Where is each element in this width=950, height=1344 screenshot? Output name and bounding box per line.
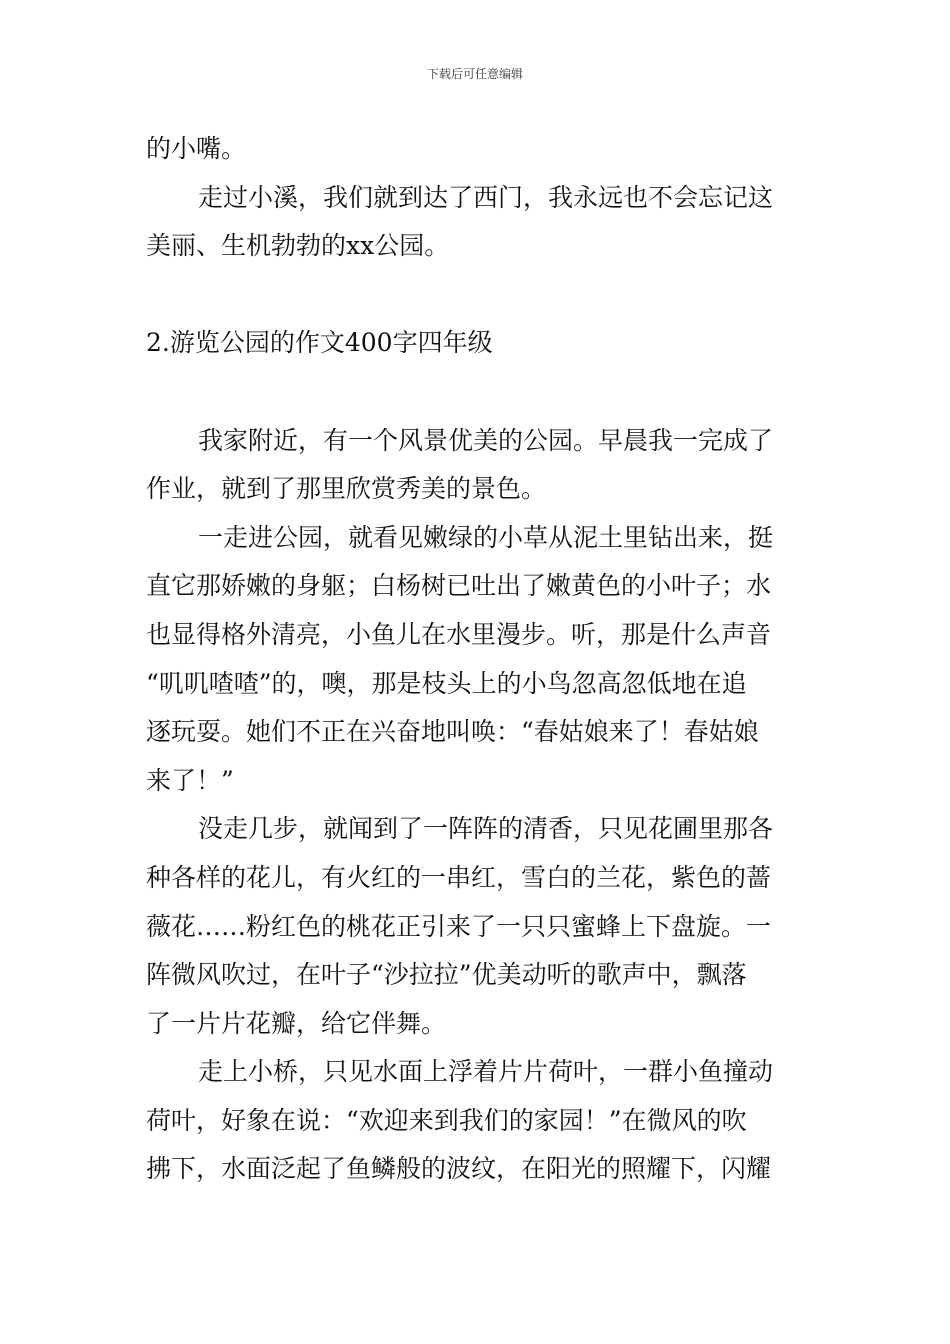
text-line: 薇花……粉红色的桃花正引来了一只只蜜蜂上下盘旋。一: [146, 911, 772, 941]
text-line: 逐玩耍。她们不正在兴奋地叫唤：“春姑娘来了！春姑娘: [146, 717, 759, 747]
text-line: 种各样的花儿，有火红的一串红，雪白的兰花，紫色的蔷: [146, 862, 772, 892]
text-line: 也显得格外清亮，小鱼儿在水里漫步。听，那是什么声音: [146, 619, 772, 649]
text-line: 一走进公园，就看见嫩绿的小草从泥土里钻出来，挺: [198, 522, 774, 552]
blank-line: [146, 271, 806, 320]
page-header: 下载后可任意编辑: [426, 67, 523, 81]
text-line: 拂下，水面泛起了鱼鳞般的波纹，在阳光的照耀下，闪耀: [146, 1154, 772, 1184]
text-line: “叽叽喳喳”的，噢，那是枝头上的小鸟忽高忽低地在追: [146, 668, 747, 698]
blank-line: [146, 368, 806, 417]
text-line: 荷叶，好象在说：“欢迎来到我们的家园！”在微风的吹: [146, 1105, 747, 1135]
text-line: 美丽、生机勃勃的xx公园。: [146, 231, 450, 261]
text-line: 的小嘴。: [146, 134, 247, 163]
text-line: 走上小桥，只见水面上浮着片片荷叶，一群小鱼撞动: [198, 1057, 774, 1087]
text-line: 来了！”: [146, 765, 234, 795]
text-line: 作业，就到了那里欣赏秀美的景色。: [146, 474, 547, 504]
text-line: 了一片片花瓣，给它伴舞。: [146, 1008, 447, 1038]
section-heading: 2.游览公园的作文400字四年级: [146, 328, 493, 358]
text-line: 没走几步，就闻到了一阵阵的清香，只见花圃里那各: [198, 814, 774, 844]
text-line: 我家附近，有一个风景优美的公园。早晨我一完成了: [198, 425, 774, 455]
text-line: 直它那娇嫩的身躯；白杨树已吐出了嫩黄色的小叶子；水: [146, 571, 772, 601]
text-line: 阵微风吹过，在叶子“沙拉拉”优美动听的歌声中，飘落: [146, 960, 747, 990]
text-line: 走过小溪，我们就到达了西门，我永远也不会忘记这: [198, 182, 774, 212]
document-body: [146, 125, 806, 1194]
